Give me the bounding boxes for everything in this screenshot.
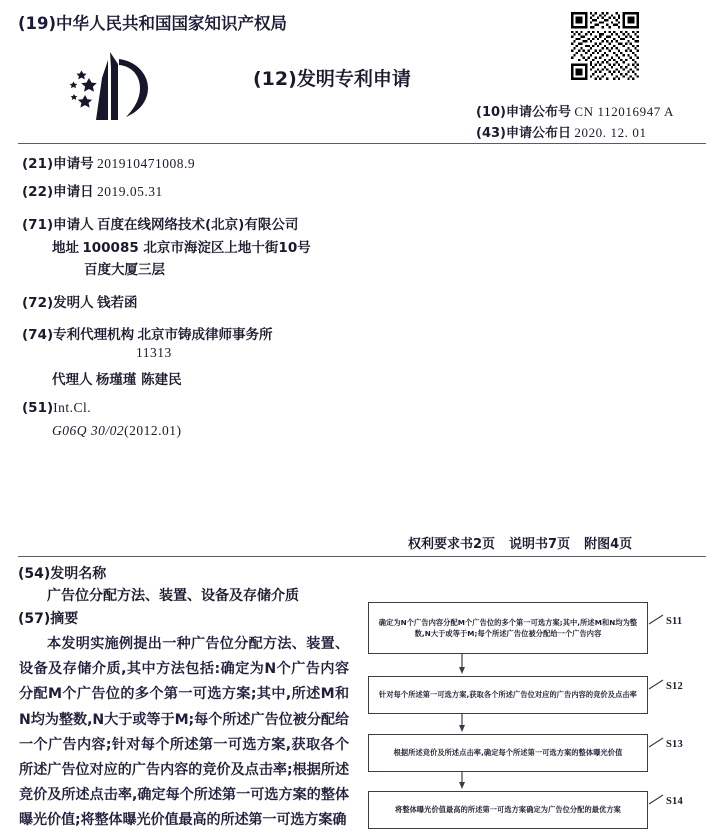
flowchart-figure (355, 592, 724, 838)
patent-agency-field (22, 323, 273, 343)
page-counts (408, 533, 646, 552)
flowchart-step-text-s12: 针对每个所述第一可选方案,获取各个所述广告位对应的广告内容的竞价及点击率 (379, 690, 637, 700)
ipc-field-label (22, 400, 91, 416)
flowchart-step-label-s12: S12 (666, 681, 683, 692)
address-label: 地址 (52, 240, 79, 256)
address-value-1: 100085 北京市海淀区上地十街10号 (82, 240, 311, 256)
applicant-code: (71) (22, 217, 54, 233)
office-line (18, 10, 287, 34)
applicant-field (22, 213, 298, 233)
app-date-value: 2019.05.31 (97, 184, 163, 199)
flowchart-step-label-s14: S14 (666, 796, 683, 807)
pub-date-code: (43) (476, 126, 506, 141)
flowchart-step-text-s11: 确定为N个广告内容分配M个广告位的多个第一可选方案;其中,所述M和N均为整数,N大于或等于M;每个所述广告位被分配给一个广告内容 (378, 617, 638, 638)
pub-date-label: 申请公布日 (505, 126, 571, 141)
app-date-code: (22) (22, 184, 54, 200)
pub-no-code: (10) (476, 105, 506, 120)
address-value-2: 百度大厦三层 (84, 262, 165, 278)
flowchart-step-box-s12 (368, 676, 648, 714)
app-date-label: 申请日 (53, 184, 94, 200)
drawings-page-count: 附图4页 (584, 537, 633, 552)
ipc-code: (51) (22, 400, 54, 416)
claims-page-count: 权利要求书2页 (408, 537, 496, 552)
doc-kind-code: (12) (253, 68, 297, 90)
pub-no-value: CN 112016947 A (574, 104, 675, 119)
description-page-count: 说明书7页 (509, 537, 571, 552)
app-no-label: 申请号 (53, 156, 94, 172)
office-name: 中华人民共和国国家知识产权局 (56, 14, 288, 33)
pub-no-label: 申请公布号 (505, 105, 571, 120)
page-title: 广告位分配方法、装置、设备及存储介质 (47, 588, 299, 604)
cnipa-emblem-icon (56, 48, 164, 126)
agency-number-value: 11313 (136, 345, 172, 360)
abstract-code: (57) (18, 611, 51, 627)
inventor-code: (72) (22, 295, 54, 311)
application-date-field (22, 180, 163, 200)
applicant-address-line-2 (84, 258, 165, 278)
ipc-label: Int.Cl. (53, 400, 92, 415)
publication-date-line (476, 122, 647, 141)
office-code: (19) (18, 14, 57, 33)
doc-kind-label: 发明专利申请 (296, 68, 411, 90)
abstract-label (18, 608, 78, 628)
flowchart-step-text-s14: 将整体曝光价值最高的所述第一可选方案确定为广告位分配的最优方案 (395, 805, 621, 815)
inventor-label: 发明人 (53, 295, 94, 311)
app-no-value: 201910471008.9 (97, 156, 196, 171)
agents-value: 杨瑾瑾 陈建民 (95, 372, 182, 388)
ipc-classification (52, 423, 182, 439)
document-kind (253, 64, 411, 91)
agency-code: (74) (22, 327, 54, 343)
ipc-class-value: G06Q 30/02 (52, 423, 125, 438)
flowchart-step-box-s11 (368, 602, 648, 654)
abstract-divider (18, 556, 706, 557)
flowchart-step-label-s13: S13 (666, 739, 683, 750)
qr-code (571, 12, 639, 80)
title-code: (54) (18, 566, 51, 582)
pub-date-value: 2020. 12. 01 (574, 125, 647, 140)
applicant-label: 申请人 (53, 217, 94, 233)
inventor-field (22, 291, 138, 311)
flowchart-step-box-s13 (368, 734, 648, 772)
applicant-address-line-1 (52, 236, 311, 256)
inventor-value: 钱若函 (97, 295, 138, 311)
agents-field (52, 368, 182, 388)
flowchart-step-box-s14 (368, 791, 648, 829)
invention-title-label (18, 563, 106, 583)
application-number-field (22, 152, 195, 172)
title-label-text: 发明名称 (50, 566, 107, 582)
app-no-code: (21) (22, 156, 54, 172)
ipc-version-value: (2012.01) (124, 423, 182, 438)
header-divider (18, 143, 706, 144)
flowchart-step-label-s11: S11 (666, 616, 683, 627)
applicant-value: 百度在线网络技术(北京)有限公司 (97, 217, 299, 233)
publication-number-line (476, 101, 674, 120)
agency-label: 专利代理机构 (53, 327, 135, 343)
agents-label: 代理人 (52, 372, 93, 388)
abstract-label-text: 摘要 (50, 611, 79, 627)
agency-value: 北京市铸成律师事务所 (137, 327, 273, 343)
patent-agency-number (136, 345, 172, 361)
abstract-text: 本发明实施例提出一种广告位分配方法、装置、设备及存储介质,其中方法包括:确定为N个广告内容分配M个广告位的多个第一可选方案;其中,所述M和N均为整数,N大于或等于M;每个所述广告位被分配给一个广告内容;针对每个所述第一可选方案,获取各个所述广告位对应的广告内容的竞价及点击率;根据所述竞价及所述点击率,确定每个所述第一可选方案的整体曝光价值;将整体曝光价值最高的所述第一可选方案确 (19, 636, 349, 829)
flowchart-step-text-s13: 根据所述竞价及所述点击率,确定每个所述第一可选方案的整体曝光价值 (393, 748, 623, 758)
